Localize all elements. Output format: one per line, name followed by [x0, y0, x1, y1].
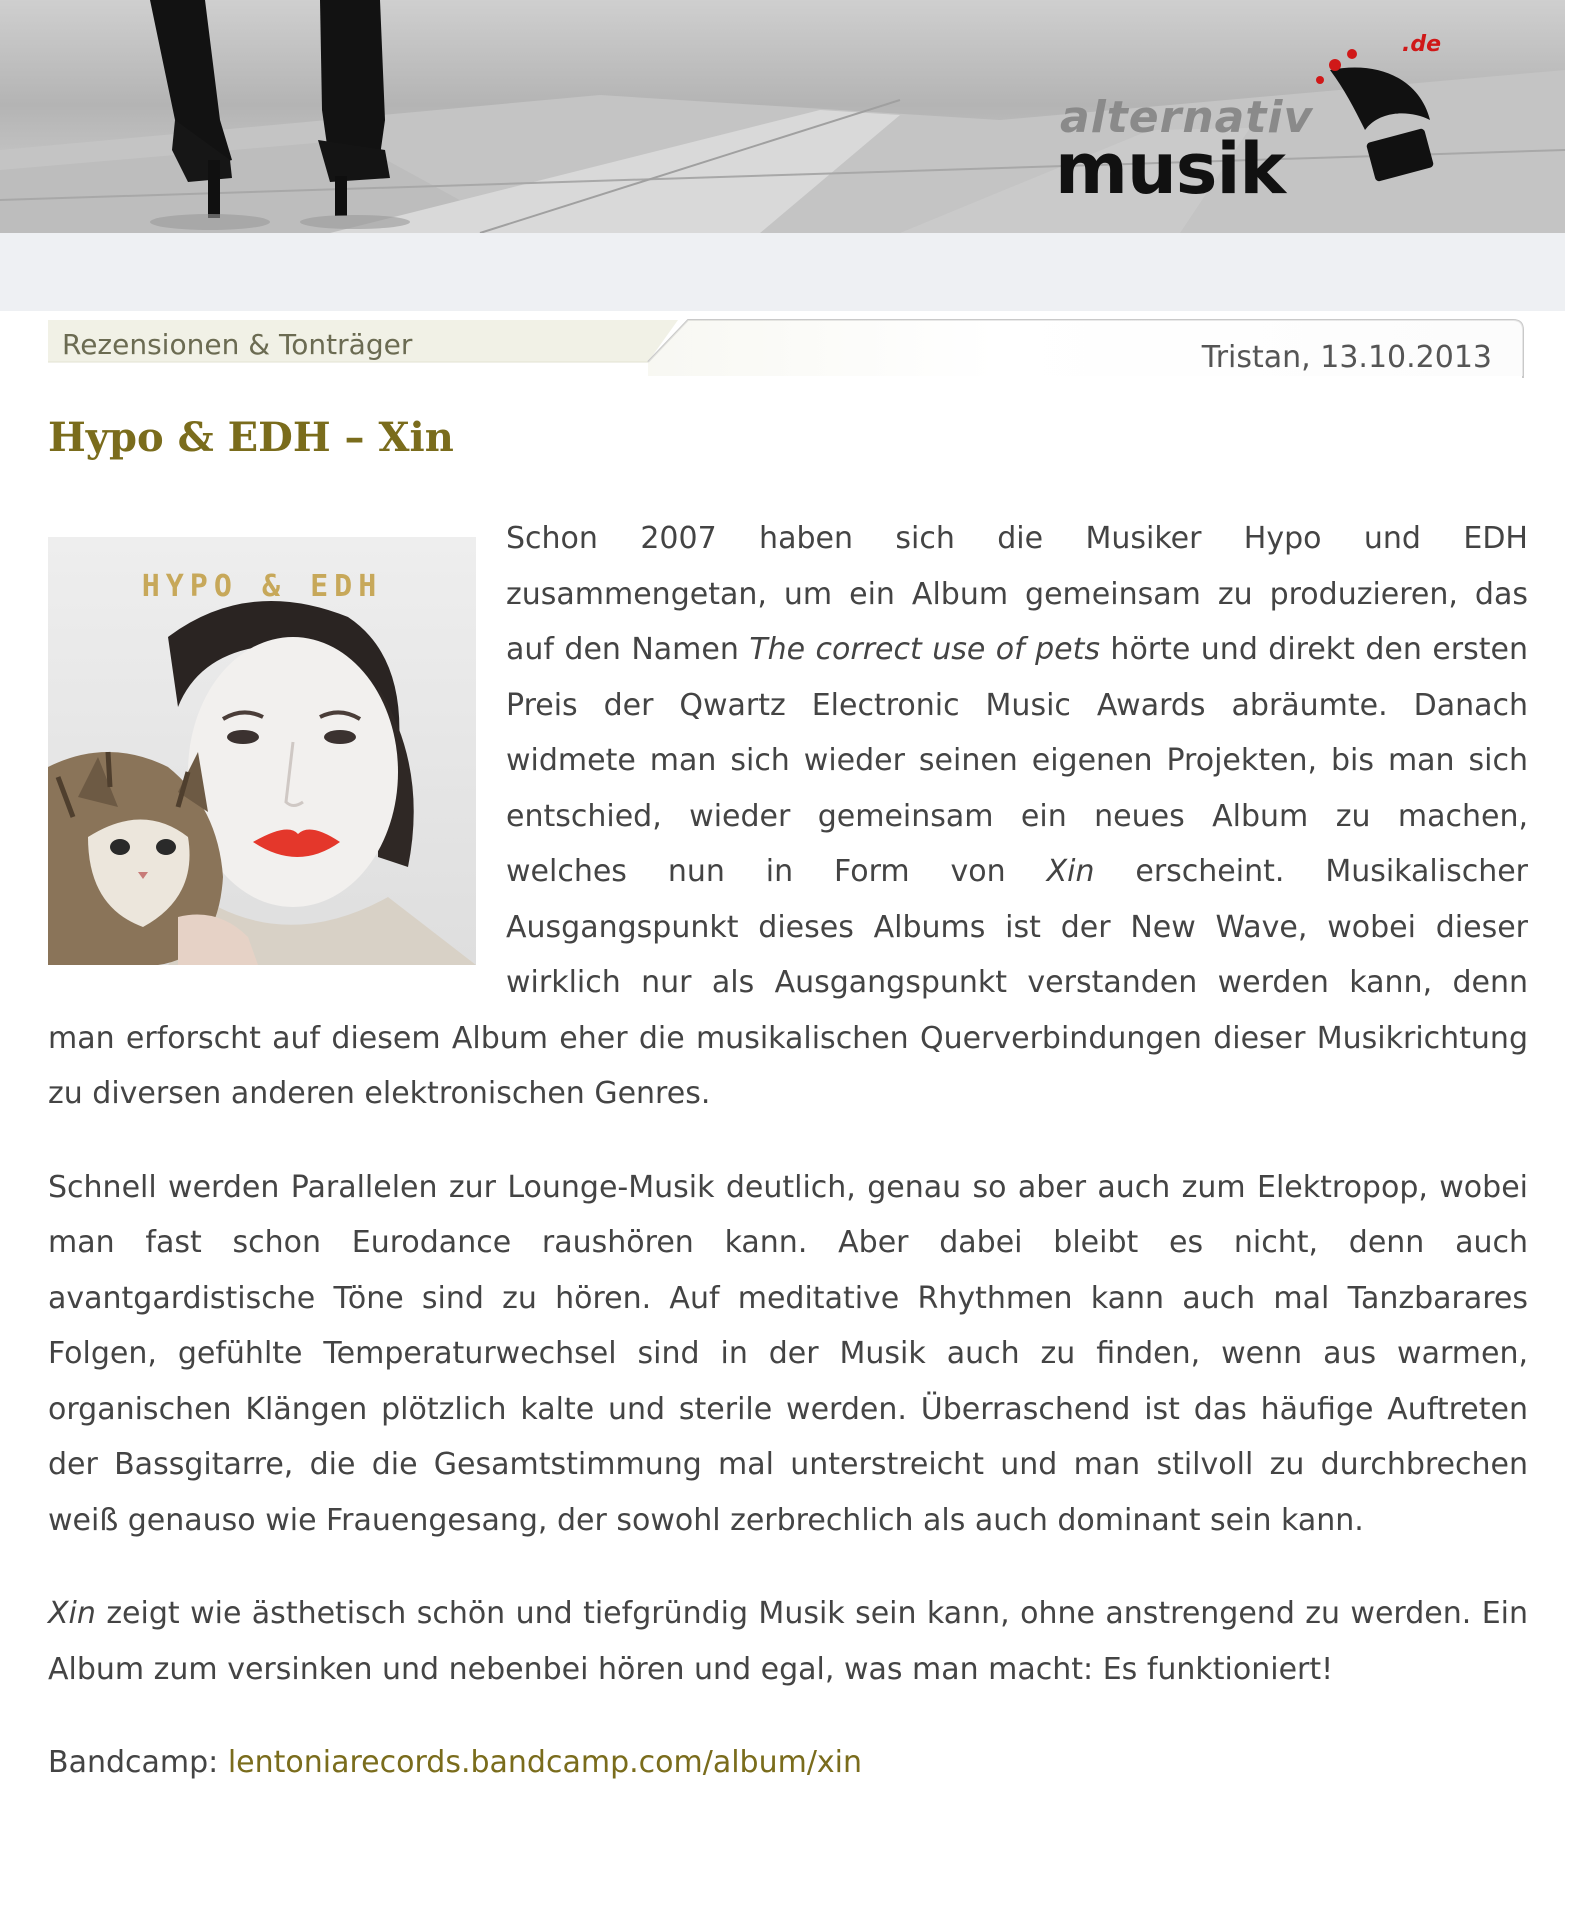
gramophone-icon	[1310, 40, 1470, 200]
article-body	[48, 511, 1528, 1829]
album-cover	[48, 537, 476, 965]
p1-text-e: erscheint. Musikalischer Ausgangspunkt dieses Albums ist der New Wave, wobei dieser wirklich nur als Ausgangspunkt verstanden werden kann, denn man erforscht auf diesem Album eher die musikalischen Querverbindungen dieser Musikrichtung zu diversen anderen elektronischen Genres.	[48, 854, 1529, 1111]
paragraph-3	[48, 1586, 1528, 1697]
p1-text-c: hörte und direkt den ersten Preis der Qwartz Electronic Music Awards abräumte. Danach widmete man sich wieder seinen eigenen Projekten, bis man sich entschied, wieder gemeinsam ein neues Album zu machen, welches nun in Form von	[506, 632, 1528, 889]
bandcamp-label: Bandcamp:	[48, 1745, 219, 1780]
navigation-band	[0, 233, 1565, 311]
logo-word-musik: musik	[1055, 128, 1285, 210]
paragraph-2: Schnell werden Parallelen zur Lounge-Musik deutlich, genau so aber auch zum Elektropop, wobei man fast schon Eurodance raushören kann. Aber dabei bleibt es nicht, denn auch avantgardistische Töne sind zu hören. Auf meditative Rhythmen kann auch mal Tanzbarares Folgen, gefühlte Temperaturwechsel sind in der Musik auch zu finden, wenn aus warmen, organischen Klängen plötzlich kalte und sterile werden. Überraschend ist das häufige Auftreten der Bassgitarre, die die Gesamtstimmung mal unterstreicht und man stilvoll zu durchbrechen weiß genauso wie Frauengesang, der sowohl zerbrechlich als auch dominant sein kann.	[48, 1169, 1528, 1538]
p1-text-a: Schon 2007 haben sich die Musiker Hypo und EDH zusammengetan, um ein Album gemeinsam zu produzieren, das auf den Namen	[506, 521, 1528, 667]
p1-album-xin: Xin	[1046, 854, 1095, 889]
category-link[interactable]: Rezensionen & Tonträger	[62, 328, 413, 361]
author-date: Tristan, 13.10.2013	[1201, 340, 1492, 375]
album-cover-text: HYPO & EDH	[141, 569, 383, 604]
p3-album-xin: Xin	[48, 1596, 96, 1631]
article-header-tab	[48, 316, 1528, 378]
bandcamp-line	[48, 1735, 1528, 1791]
site-logo[interactable]	[1055, 20, 1455, 210]
logo-word-alternativ: alternativ	[1060, 92, 1314, 143]
bandcamp-link[interactable]: lentoniarecords.bandcamp.com/album/xin	[227, 1745, 863, 1780]
site-banner	[0, 0, 1565, 233]
p3-text-b: zeigt wie ästhetisch schön und tiefgründig Musik sein kann, ohne anstrengend zu werden. Ein Album zum versinken und nebenbei hören und egal, was man macht: Es funktioniert!	[48, 1596, 1528, 1687]
article-title: Hypo & EDH – Xin	[48, 414, 454, 461]
p1-album-title: The correct use of pets	[749, 632, 1100, 667]
logo-tld: .de	[1402, 32, 1442, 57]
